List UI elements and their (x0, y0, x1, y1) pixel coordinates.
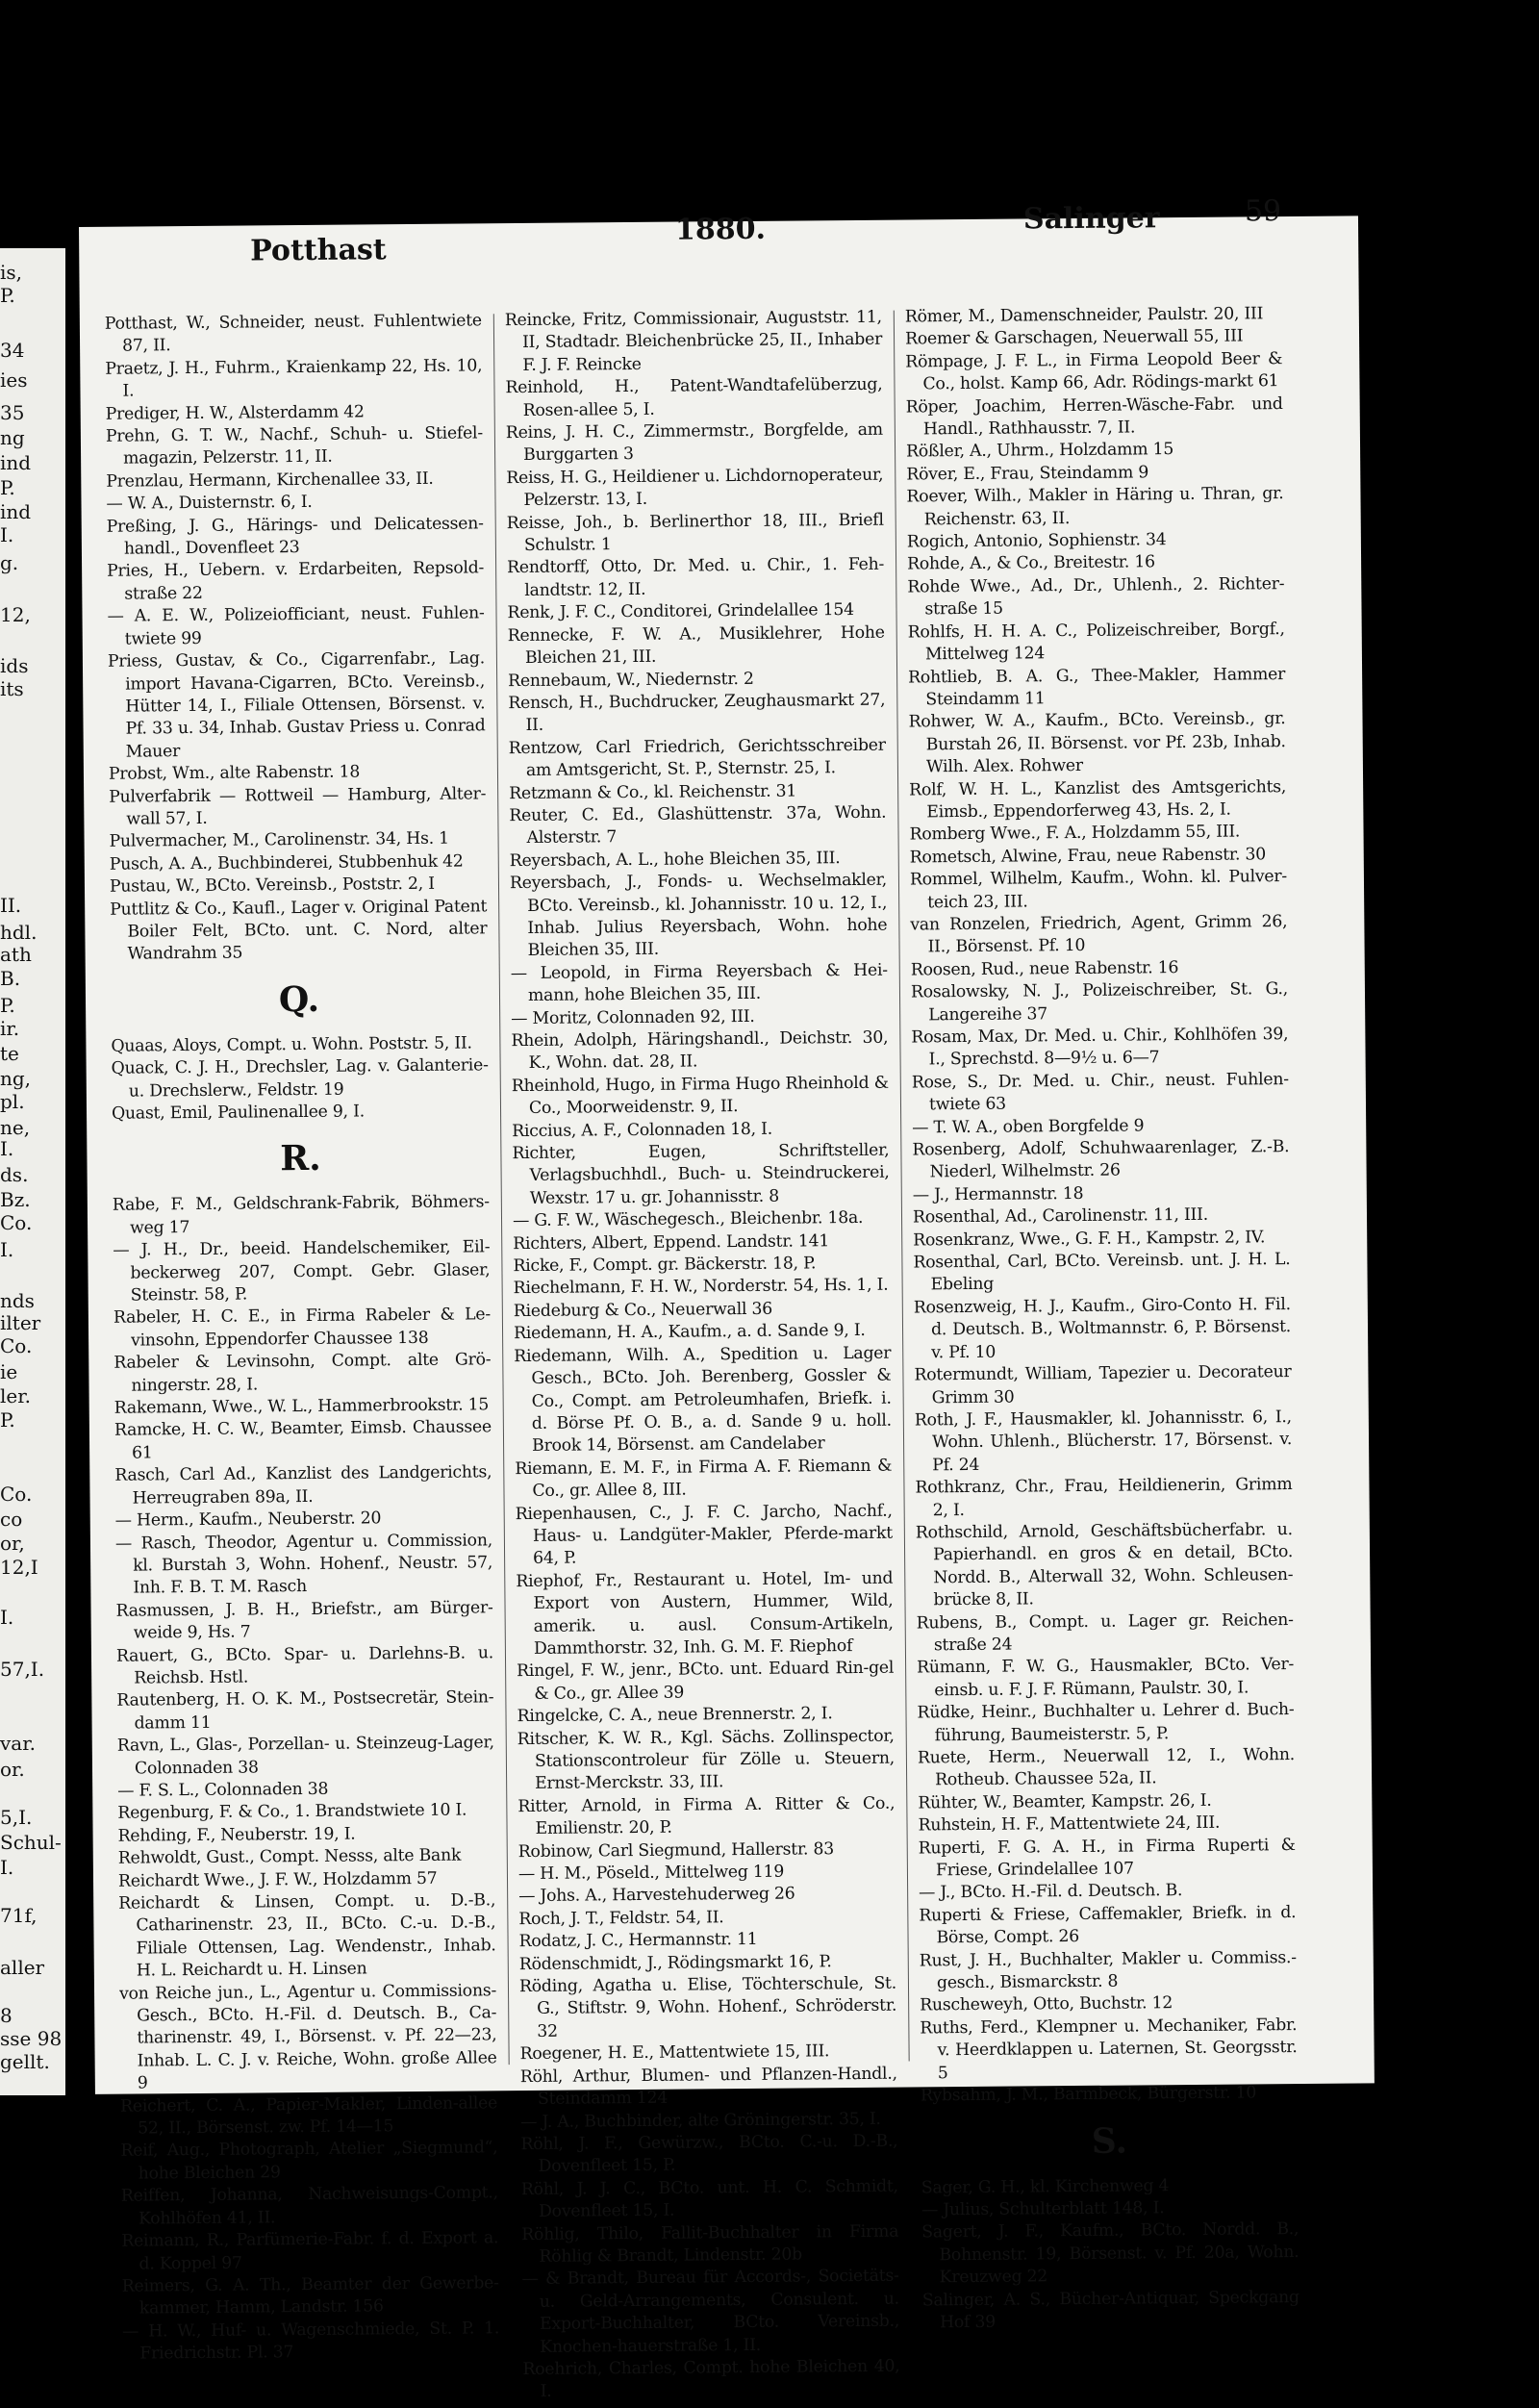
directory-entry: Rühter, W., Beamter, Kampstr. 26, I. (918, 1790, 1212, 1813)
directory-entry: Reif, Aug., Photograph, Atelier „Siegmund“, hohe Bleichen 29 (120, 2138, 498, 2184)
directory-entry: Rolf, W. H. L., Kanzlist des Amtsgerichts, Eimsb., Eppendorferweg 43, Hs. 2, I. (909, 776, 1287, 823)
prev-page-fragment: or, (0, 1532, 25, 1555)
directory-entry: Rosenzweig, H. J., Kaufm., Giro-Conto H. Fil. d. Deutsch. B., Woltmannstr. 6, P. Börsenst. v. Pf. 10 (913, 1294, 1292, 1362)
directory-entry: Salinger, A. S., Bücher-Antiquar, Speckgang Hof 39 (921, 2287, 1299, 2333)
directory-entry: — F. S. L., Colonnaden 38 (117, 1779, 329, 1801)
directory-entry: Probst, Wm., alte Rabenstr. 18 (108, 762, 361, 784)
directory-entry: — A. E. W., Polizeiofficiant, neust. Fuhlen-twiete 99 (107, 603, 485, 649)
directory-entry: Rosenberg, Adolf, Schuhwaarenlager, Z.-B. Niederl, Wilhelmstr. 26 (912, 1137, 1290, 1182)
directory-entry: Pulverfabrik — Rottweil — Hamburg, Alter-wall 57, I. (109, 783, 487, 829)
directory-entry: Riemann, E. M. F., in Firma A. F. Riemann & Co., gr. Allee 8, III. (515, 1456, 893, 1502)
directory-entry: Roemer & Garschagen, Neuerwall 55, III (904, 326, 1244, 349)
directory-entry: Rommel, Wilhelm, Kaufm., Wohn. kl. Pulver-teich 23, III. (909, 867, 1288, 912)
directory-entry: Rüdke, Heinr., Buchhalter u. Lehrer d. Buch-führung, Baumeisterstr. 5, P. (917, 1700, 1295, 1745)
directory-entry: — H. W., Huf- u. Wagenschmiede, St. P. 1. Friedrichstr. Pl. 37 (122, 2318, 500, 2364)
directory-entry: — Johs. A., Harvestehuderweg 26 (518, 1885, 795, 1907)
directory-entry: Pulvermacher, M., Carolinenstr. 34, Hs. 1 (109, 829, 449, 852)
directory-entry: — G. F. W., Wäschegesch., Bleichenbr. 18a. (512, 1208, 864, 1231)
directory-entry: Ravn, L., Glas-, Porzellan- u. Steinzeug-Lager, Colonnaden 38 (116, 1733, 494, 1779)
directory-entry: Rakemann, Wwe., W. L., Hammerbrookstr. 15 (114, 1395, 490, 1418)
prev-page-fragment: ne, (0, 1116, 31, 1139)
directory-entry: — Julius, Schulterblatt 148, I. (921, 2198, 1165, 2220)
directory-entry: Reinhold, H., Patent-Wandtafelüberzug, Rosen-allee 5, I. (505, 374, 883, 420)
directory-entry: Reichardt Wwe., J. F. W., Holzdamm 57 (117, 1868, 438, 1891)
directory-entry: Rohlfs, H. H. A. C., Polizeischreiber, Borgf., Mittelweg 124 (907, 619, 1285, 665)
directory-entry: Rubens, B., Compt. u. Lager gr. Reichen-straße 24 (916, 1610, 1294, 1656)
directory-entry: Ruths, Ferd., Klempner u. Mechaniker, Fabr. v. Heerdklappen u. Laternen, St. Georgsstr. 5 (920, 2015, 1298, 2083)
prev-page-fragment: 35 (0, 401, 25, 424)
directory-entry: Ruperti & Friese, Caffemakler, Briefk. in d. Börse, Compt. 26 (919, 1902, 1297, 1948)
prev-page-fragment: ir. (0, 1017, 20, 1040)
directory-entry: Regenburg, F. & Co., 1. Brandstwiete 10 I. (117, 1800, 467, 1824)
prev-page-fragment: is, (0, 261, 23, 284)
prev-page-fragment: 5,I. (0, 1806, 33, 1829)
directory-entry: — J. A., Buchbinder, alte Gröningerstr. 35, I. (520, 2109, 881, 2132)
prev-page-fragment: I. (0, 1238, 14, 1261)
directory-entry: Reisse, Joh., b. Berlinerthor 18, III., Briefl Schulstr. 1 (506, 510, 884, 556)
directory-entry: van Ronzelen, Friedrich, Agent, Grimm 26, II., Börsenst. Pf. 10 (910, 912, 1288, 957)
prev-page-fragment: co (0, 1508, 23, 1531)
prev-page-fragment: ilter (0, 1311, 41, 1334)
directory-entry: Rautenberg, H. O. K. M., Postsecretär, Stein-damm 11 (116, 1687, 494, 1734)
directory-entry: Röding, Agatha u. Elise, Töchterschule, St. G., Stiftstr. 9, Wohn. Hohenf., Schröderstr. 32 (518, 1973, 897, 2041)
directory-entry: Richters, Albert, Eppend. Landstr. 141 (513, 1230, 830, 1254)
section-letter: R. (280, 1138, 321, 1179)
directory-entry: Rogich, Antonio, Sophienstr. 34 (906, 530, 1167, 552)
directory-entry: — Leopold, in Firma Reyersbach & Hei-mann, hohe Bleichen 35, III. (510, 960, 888, 1006)
directory-entry: Pustau, W., BCto. Vereinsb., Poststr. 2, I (109, 874, 435, 897)
prev-page-fragment: pl. (0, 1090, 25, 1113)
prev-page-fragment: 12, (0, 603, 31, 626)
directory-entry: Röver, E., Frau, Steindamm 9 (906, 463, 1149, 485)
section-letter: S. (1091, 2120, 1128, 2162)
directory-entry: Rehding, F., Neuberstr. 19, I. (117, 1824, 356, 1846)
directory-entry: Rabe, F. M., Geldschrank-Fabrik, Böhmers-weg 17 (112, 1192, 490, 1238)
prev-page-fragment: Co. (0, 1483, 33, 1506)
directory-entry: Prenzlau, Hermann, Kirchenallee 33, II. (106, 469, 434, 492)
prev-page-fragment: nds (0, 1289, 35, 1312)
directory-entry: Rodatz, J. C., Hermannstr. 11 (518, 1930, 758, 1952)
prev-page-fragment: ds. (0, 1163, 29, 1186)
directory-entry: Pusch, A. A., Buchbinderei, Stubbenhuk 42 (109, 851, 464, 874)
directory-entry: Römer, M., Damenschneider, Paulstr. 20, III (904, 304, 1264, 327)
directory-entry: Ritter, Arnold, in Firma A. Ritter & Co., Emilienstr. 20, P. (517, 1793, 896, 1839)
directory-entry: — J. H., Dr., beeid. Handelschemiker, Eil-beckerweg 207, Compt. Gebr. Glaser, Steinstr. 58, P. (113, 1237, 491, 1305)
directory-entry: Quast, Emil, Paulinenallee 9, I. (111, 1102, 365, 1124)
prev-page-fragment: 12,I (0, 1556, 38, 1579)
prev-page-fragment: P. (0, 1408, 15, 1432)
directory-entry: Preßing, J. G., Härings- und Delicatessen-handl., Dovenfleet 23 (106, 513, 484, 559)
directory-entry: Roever, Wilh., Makler in Häring u. Thran, gr. Reichenstr. 63, II. (906, 484, 1284, 529)
directory-entry: — Moritz, Colonnaden 92, III. (511, 1006, 755, 1028)
directory-entry: Reimers, G. A. Th., Beamter der Gewerbe-kammer, Hamm, Landstr. 156 (121, 2273, 499, 2319)
directory-entry: Römpage, J. F. L., in Firma Leopold Beer & Co., holst. Kamp 66, Adr. Rödings-markt 61 (905, 348, 1283, 394)
column-1 (104, 310, 500, 2364)
directory-entry: Prediger, H. W., Alsterdamm 42 (105, 402, 365, 424)
prev-page-fragment: 34 (0, 339, 25, 362)
directory-entry: Rose, S., Dr. Med. u. Chir., neust. Fuhlen-twiete 63 (911, 1069, 1289, 1115)
directory-entry: — J., Hermannstr. 18 (912, 1183, 1084, 1205)
prev-page-fragment: ler. (0, 1384, 31, 1407)
directory-entry: Rosam, Max, Dr. Med. u. Chir., Kohlhöfen 39, I., Sprechstd. 8—9½ u. 6—7 (911, 1025, 1289, 1070)
page-number: 59 (1244, 194, 1282, 229)
directory-entry: Richter, Eugen, Schriftsteller, Verlagsbuchhdl., Buch- u. Steindruckerei, Wexstr. 17 u. gr. Johannisstr. 8 (512, 1140, 890, 1208)
directory-entry: Ricke, F., Compt. gr. Bäckerstr. 18, P. (513, 1254, 817, 1277)
directory-entry: — Rasch, Theodor, Agentur u. Commission, kl. Burstah 3, Wohn. Hohenf., Neustr. 57, Inh. F. B. T. M. Rasch (114, 1530, 493, 1598)
prev-page-fragment: gellt. (0, 2050, 50, 2073)
directory-entry: Romberg Wwe., F. A., Holzdamm 55, III. (909, 822, 1241, 845)
directory-entry: Rehwoldt, Gust., Compt. Nesss, alte Bank (117, 1845, 462, 1868)
prev-page-fragment: aller (0, 1956, 45, 1979)
directory-entry: Röhl, J. J. C., BCto. unt. H. C. Schmidt, Dovenfleet 15, I. (520, 2176, 898, 2222)
directory-page (79, 194, 1375, 2402)
directory-entry: Röhl, Arthur, Blumen- und Pflanzen-Handl., Steindamm 124 (519, 2064, 897, 2110)
directory-entry: Prehn, G. T. W., Nachf., Schuh- u. Stiefel-magazin, Pelzerstr. 11, II. (105, 423, 483, 469)
directory-entry: Renk, J. F. C., Conditorei, Grindelallee 154 (507, 600, 854, 623)
directory-entry: Rosenthal, Carl, BCto. Vereinsb. unt. J. H. L. Ebeling (913, 1250, 1291, 1295)
column-2 (504, 307, 900, 2402)
prev-page-fragment: ng, (0, 1067, 32, 1090)
directory-entry: Priess, Gustav, & Co., Cigarrenfabr., Lag. import Havana-Cigarren, BCto. Vereinsb., Hütter 14, I., Filiale Ottensen, Börsenst. v. Pf. 33 u. 34, Inhab. Gustav Priess u. Conrad Mauer (107, 648, 486, 762)
prev-page-fragment: sse 98 (0, 2027, 63, 2050)
directory-entry: Röhlig, Thilo, Fallit-Buchhalter in Firma Röhlig & Brandt, Lindenstr. 20b (521, 2221, 899, 2267)
prev-page-fragment: P. (0, 476, 15, 499)
directory-entry: Rasmussen, J. B. H., Briefstr., am Bürger-weide 9, Hs. 7 (115, 1598, 493, 1643)
prev-page-fragment: ng (0, 426, 25, 449)
directory-entry: Riedeburg & Co., Neuerwall 36 (513, 1299, 773, 1321)
directory-entry: Quaas, Aloys, Compt. u. Wohn. Poststr. 5, II. (111, 1033, 472, 1056)
directory-entry: Roch, J. T., Feldstr. 54, II. (518, 1908, 724, 1929)
directory-entry: Roth, J. F., Hausmakler, kl. Johannisstr. 6, I., Wohn. Uhlenh., Blücherstr. 17, Börsenst. v. Pf. 24 (914, 1407, 1293, 1476)
directory-entry: Ramcke, H. C. W., Beamter, Eimsb. Chaussee 61 (114, 1417, 492, 1463)
directory-entry: Riedemann, Wilh. A., Spedition u. Lager Gesch., BCto. Joh. Berenberg, Gossler & Co., Compt. am Petroleumhafen, Briefk. i. d. Börse Pf. O. B., a. d. Sande 9 u. holl. Brook 14, Börsenst. am Candelaber (514, 1343, 892, 1457)
directory-entry: Rothschild, Arnold, Geschäftsbücherfabr. u. Papierhandl. en gros & en detail, BCto. Nordd. B., Alterwall 32, Wohn. Schleusen-brücke 8, II. (915, 1519, 1294, 1610)
prev-page-fragment: Bz. (0, 1188, 31, 1211)
directory-entry: Rometsch, Alwine, Frau, neue Rabenstr. 30 (909, 845, 1267, 868)
directory-entry: Ringelcke, C. A., neue Brennerstr. 2, I. (517, 1704, 833, 1727)
directory-entry: Praetz, J. H., Fuhrm., Kraienkamp 22, Hs. 10, I. (105, 356, 483, 401)
prev-page-fragment: 57,I. (0, 1658, 45, 1681)
directory-entry: — T. W. A., oben Borgfelde 9 (912, 1115, 1145, 1138)
prev-page-fragment: Co. (0, 1334, 33, 1357)
directory-entry: Reuter, C. Ed., Glashüttenstr. 37a, Wohn. Alsterstr. 7 (509, 802, 887, 849)
directory-entry: Ruperti, F. G. A. H., in Firma Ruperti & Friese, Grindelallee 107 (918, 1835, 1296, 1881)
directory-entry: — W. A., Duisternstr. 6, I. (106, 493, 313, 515)
column-3 (904, 303, 1299, 2333)
prev-page-fragment: its (0, 677, 24, 700)
directory-entry: Riepenhausen, C., J. F. C. Jarcho, Nachf., Haus- u. Landgüter-Makler, Pferde-markt 64, P. (515, 1501, 893, 1569)
directory-entry: Rödenschmidt, J., Rödingsmarkt 16, P. (518, 1951, 832, 1974)
directory-entry: Ritscher, K. W. R., Kgl. Sächs. Zollinspector, Stationscontroleur für Zölle u. Steuern, Ernst-Merckstr. 33, III. (517, 1726, 896, 1794)
prev-page-fragment: ie (0, 1360, 18, 1383)
prev-page-fragment: ind (0, 451, 32, 474)
directory-entry: Rohde, A., & Co., Breitestr. 16 (907, 552, 1155, 574)
directory-entry: Riephof, Fr., Restaurant u. Hotel, Im- und Export von Austern, Hummer, Wild, amerik. u. ausl. Consum-Artikeln, Dammthorstr. 32, Inh. G. M. F. Riephof (516, 1568, 894, 1659)
prev-page-fragment: var. (0, 1732, 36, 1755)
directory-entry: Rauert, G., BCto. Spar- u. Darlehns-B. u. Reichsb. Hstl. (115, 1642, 494, 1688)
directory-entry: Rohde Wwe., Ad., Dr., Uhlenh., 2. Richter-straße 15 (907, 573, 1285, 620)
directory-entry: Retzmann & Co., kl. Reichenstr. 31 (509, 781, 797, 803)
prev-page-fragment: 71f, (0, 1904, 38, 1927)
directory-entry: Rosalowsky, N. J., Polizeischreiber, St. G., Langereihe 37 (910, 979, 1289, 1025)
prev-page-fragment: I. (0, 1856, 14, 1879)
prev-page-fragment: Schul- (0, 1831, 62, 1854)
directory-entry: Röhl, J. F., Gewürzw., BCto. C.-u. D.-B., Dovenfleet 15, P. (520, 2131, 898, 2177)
directory-entry: Reincke, Fritz, Commissionair, Auguststr. 11, II, Stadtadr. Bleichenbrücke 25, II., Inhaber F. J. F. Reincke (504, 307, 883, 375)
prev-page-fragment: ath (0, 943, 32, 966)
prev-page-fragment: B. (0, 967, 21, 990)
directory-entry: Puttlitz & Co., Kaufl., Lager v. Original Patent Boiler Felt, BCto. unt. C. Nord, alter Wandrahm 35 (110, 896, 488, 964)
prev-page-fragment: ind (0, 500, 32, 523)
directory-entry: Rentzow, Carl Friedrich, Gerichtsschreiber am Amtsgericht, St. P., Sternstr. 25, I. (508, 735, 886, 781)
prev-page-fragment: or. (0, 1758, 25, 1781)
directory-entry: Reyersbach, J., Fonds- u. Wechselmakler, BCto. Vereinsb., kl. Johannisstr. 10 u. 12, I., Inhab. Julius Reyersbach, Wohn. hohe Bleichen 35, III. (509, 870, 888, 961)
directory-entry: Riccius, A. F., Colonnaden 18, I. (512, 1119, 773, 1141)
directory-entry: von Reiche jun., L., Agentur u. Commissions-Gesch., BCto. H.-Fil. d. Deutsch. B., Ca-tharinenstr. 49, I., Börsenst. v. Pf. 22—23, Inhab. L. C. J. v. Reiche, Wohn. große Allee 9 (118, 1980, 497, 2093)
directory-entry: Rensch, H., Buchdrucker, Zeughausmarkt 27, II. (508, 690, 886, 736)
prev-page-fragment: g. (0, 551, 19, 574)
directory-entry: Rendtorff, Otto, Dr. Med. u. Chir., 1. Feh-landtstr. 12, II. (507, 555, 885, 600)
directory-entry: — J., BCto. H.-Fil. d. Deutsch. B. (919, 1881, 1183, 1903)
running-head-right: Salinger (1022, 201, 1160, 237)
directory-entry: Rasch, Carl Ad., Kanzlist des Landgerichts, Herreugraben 89a, II. (114, 1462, 492, 1508)
directory-entry: Rothkranz, Chr., Frau, Heildienerin, Grimm 2, I. (915, 1475, 1293, 1520)
directory-entry: Sagert, J. F., Kaufm., BCto. Nordd. B., Bohnenstr. 19, Börsenst. v. Pf. 20a, Wohn. Kreuzweg 22 (921, 2219, 1299, 2288)
directory-entry: Ruete, Herm., Neuerwall 12, I., Wohn. Rotheub. Chaussee 52a, II. (917, 1745, 1295, 1790)
directory-entry: Ruscheweyh, Otto, Buchstr. 12 (920, 1993, 1173, 2015)
directory-entry: Reiss, H. G., Heildiener u. Lichdornoperateur, Pelzerstr. 13, I. (506, 465, 884, 511)
directory-entry: Quack, C. J. H., Drechsler, Lag. v. Galanterie- u. Drechslerw., Feldstr. 19 (111, 1055, 489, 1102)
directory-entry: Rust, J. H., Buchhalter, Makler u. Commiss.-gesch., Bismarckstr. 8 (919, 1947, 1297, 1993)
directory-entry: Reichert, C. A., Papier-Makler, Linden-allee 52, II., Börsenst. zw. Pf. 14—15 (119, 2092, 498, 2139)
prev-page-fragment: ids (0, 654, 29, 677)
directory-entry: Rümann, F. W. G., Hausmakler, BCto. Ver-einsb. u. F. J. F. Rümann, Paulstr. 30, I. (917, 1655, 1295, 1701)
prev-page-fragment: P. (0, 284, 15, 307)
directory-entry: Rosenthal, Ad., Carolinenstr. 11, III. (912, 1205, 1209, 1228)
directory-entry: Röper, Joachim, Herren-Wäsche-Fabr. und Handl., Rathhausstr. 7, II. (905, 393, 1283, 440)
directory-entry: Robinow, Carl Siegmund, Hallerstr. 83 (517, 1838, 835, 1862)
directory-entry: Rhein, Adolph, Häringshandl., Deichstr. 30, K., Wohn. dat. 28, II. (511, 1027, 889, 1074)
previous-page-margin (0, 248, 65, 2095)
directory-entry: Rybsahm, J. M., Barmbeck, Bürgerstr. 10 (920, 2083, 1257, 2106)
directory-entry: Roehrich, Charles, Compt. hohe Bleichen 40, I. (522, 2356, 900, 2402)
directory-entry: Rosenkranz, Wwe., G. F. H., Kampstr. 2, IV. (913, 1227, 1266, 1251)
directory-entry: Reiffen, Johanna, Nachweisungs-Compt., Kohlhöfen 41, II. (120, 2183, 498, 2229)
prev-page-fragment: I. (0, 523, 14, 546)
directory-entry: Rennecke, F. W. A., Musiklehrer, Hohe Bleichen 21, III. (507, 622, 885, 669)
prev-page-fragment: 8 (0, 2004, 13, 2027)
directory-entry: Rabeler & Levinsohn, Compt. alte Grö-ningerstr. 28, I. (114, 1350, 492, 1396)
prev-page-fragment: ies (0, 368, 28, 392)
prev-page-fragment: I. (0, 1606, 14, 1629)
running-head-left: Potthast (250, 233, 387, 268)
directory-entry: Reins, J. H. C., Zimmermstr., Borgfelde, am Burggarten 3 (505, 419, 883, 466)
directory-entry: Rabeler, H. C. E., in Firma Rabeler & Le-vinsohn, Eppendorfer Chaussee 138 (113, 1305, 491, 1351)
prev-page-fragment: P. (0, 994, 15, 1017)
directory-entry: — H. M., Pöseld., Mittelweg 119 (517, 1862, 785, 1885)
prev-page-fragment: II. (0, 894, 22, 917)
directory-entry: Ringel, F. W., jenr., BCto. unt. Eduard Rin-gel & Co., gr. Allee 39 (517, 1659, 895, 1704)
directory-entry: Rößler, A., Uhrm., Holzdamm 15 (905, 440, 1174, 462)
directory-entry: Reichardt & Linsen, Compt. u. D.-B., Catharinenstr. 23, II., BCto. C.-u. D.-B., Filiale Ottensen, Lag. Wendenstr., Inhab. H. L. Reichardt u. H. Linsen (118, 1890, 496, 1981)
prev-page-fragment: hdl. (0, 921, 38, 944)
directory-entry: Roegener, H. E., Mattentwiete 15, III. (519, 2041, 830, 2065)
directory-entry: Roosen, Rud., neue Rabenstr. 16 (910, 957, 1179, 980)
section-letter: Q. (278, 978, 320, 1020)
directory-entry: Ruhstein, H. F., Mattentwiete 24, III. (918, 1812, 1221, 1836)
directory-entry: Rheinhold, Hugo, in Firma Hugo Rheinhold & Co., Moorweidenstr. 9, II. (511, 1073, 889, 1119)
directory-entry: Rohtlieb, B. A. G., Thee-Makler, Hammer Steindamm 11 (908, 664, 1286, 710)
directory-entry: Rotermundt, William, Tapezier u. Decorateur Grimm 30 (914, 1362, 1292, 1407)
directory-entry: Reimann, R., Parfümerie-Fabr. f. d. Export a. d. Koppel 97 (121, 2228, 499, 2274)
prev-page-fragment: Co. (0, 1211, 33, 1234)
directory-entry: Riedemann, H. A., Kaufm., a. d. Sande 9, I. (513, 1321, 866, 1344)
prev-page-fragment: I. (0, 1137, 14, 1160)
directory-entry: Pries, H., Uebern. v. Erdarbeiten, Repsold-straße 22 (107, 558, 485, 604)
directory-entry: Riechelmann, F. H. W., Norderstr. 54, Hs. 1, I. (513, 1276, 889, 1299)
directory-entry: Reyersbach, A. L., hohe Bleichen 35, III. (509, 848, 841, 871)
directory-entry: Potthast, W., Schneider, neust. Fuhlentwiete 87, II. (104, 311, 482, 357)
directory-entry: Sager, G. H., kl. Kirchenweg 4 (921, 2175, 1170, 2197)
year-heading: 1880. (674, 212, 767, 247)
directory-entry: — Herm., Kaufm., Neuberstr. 20 (114, 1508, 382, 1531)
directory-entry: Rennebaum, W., Niedernstr. 2 (508, 669, 754, 691)
prev-page-fragment: te (0, 1042, 19, 1065)
directory-entry: — & Brandt, Bureau für Accords-, Societäts-u. Geld-Arrangements, Consulent. u. Export-Buchhalter, BCto. Vereinsb., Knochen-hauerstraße 1, II. (521, 2266, 900, 2357)
directory-entry: Rohwer, W. A., Kaufm., BCto. Vereinsb., gr. Burstah 26, II. Börsenst. vor Pf. 23b, Inhab. Wilh. Alex. Rohwer (908, 709, 1286, 777)
